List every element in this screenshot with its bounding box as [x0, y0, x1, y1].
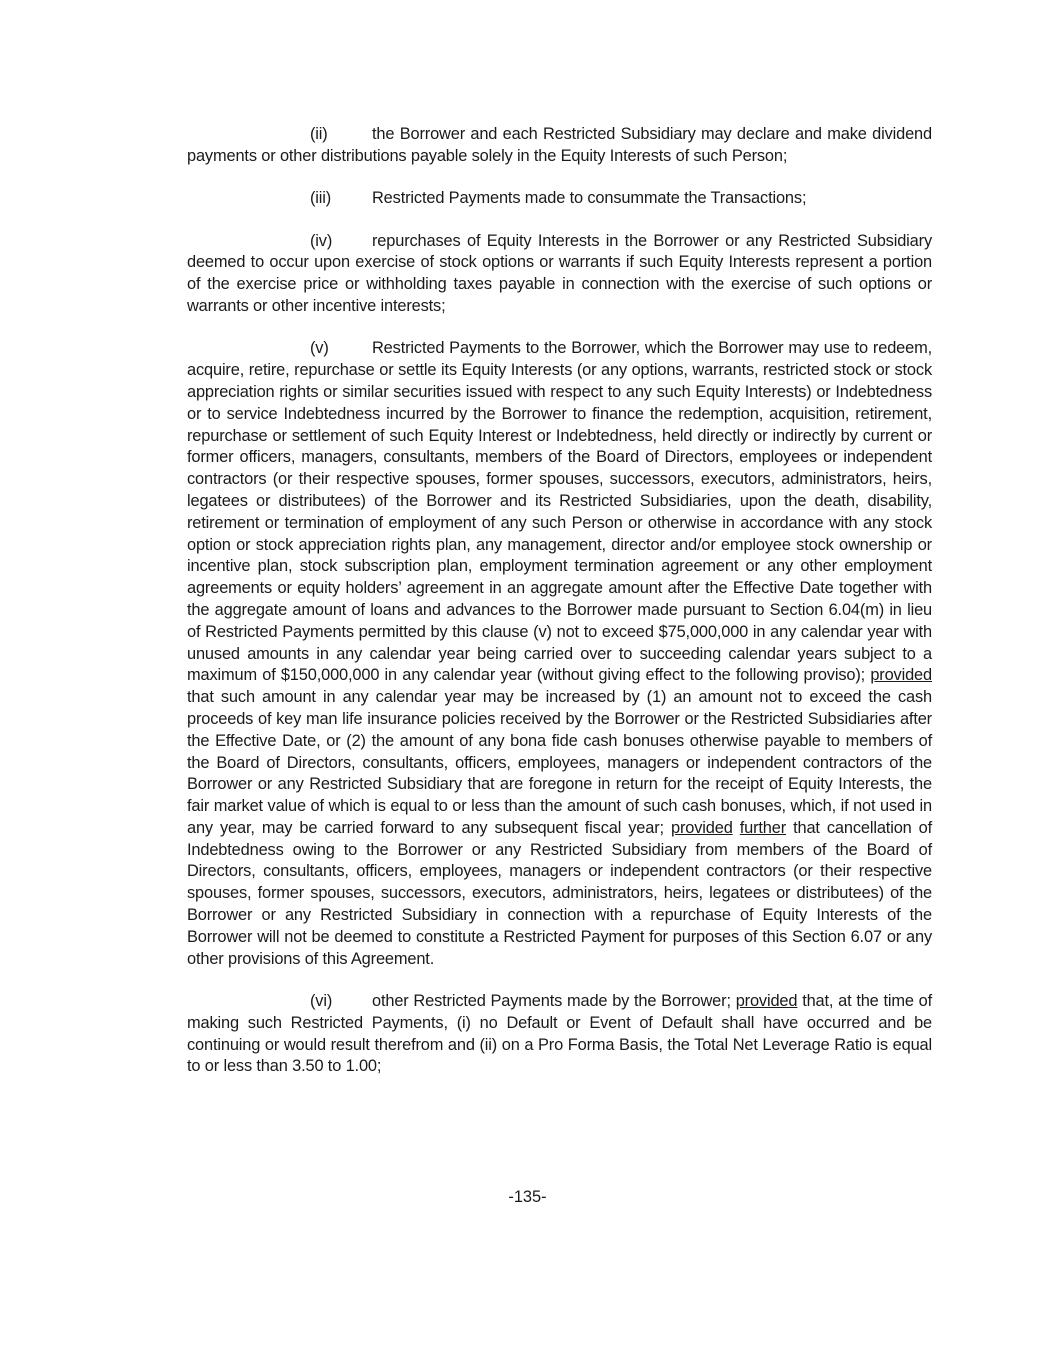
provided-term: provided [735, 992, 798, 1011]
paragraph-text: the Borrower and each Restricted Subsidiary may declare and make dividend payments or other distributions payable solely in the Equity Interests of such Person; [187, 125, 932, 165]
paragraph-v [187, 338, 932, 970]
paragraph-iii [187, 188, 932, 210]
paragraph-text: that, at the time of making such Restricted Payments, (i) no Default or Event of Default shall have occurred and be continuing or would result therefrom and (ii) on a Pro Forma Basis, the Total Net Leverage Ratio is equal to or less than 3.50 to 1.00; [187, 992, 933, 1076]
page-number: -135- [508, 1188, 547, 1206]
paragraph-number: (iii) [310, 189, 332, 208]
paragraph-text: Restricted Payments made to consummate the Transactions; [372, 189, 807, 208]
paragraph-text: that cancellation of Indebtedness owing to the Borrower or any Restricted Subsidiary from members of the Board of Directors, consultants, officers, employees, managers or independent contractors (or their respective spouses, former spouses, successors, executors, administrators, heirs, legatees or distributees) of the Borrower or any Restricted Subsidiary in connection with a repurchase of Equity Interests of the Borrower will not be deemed to constitute a Restricted Payment for purposes of this Section 6.07 or any other provisions of this Agreement. [187, 818, 933, 968]
document-body [187, 124, 932, 1099]
paragraph-text: that such amount in any calendar year may be increased by (1) an amount not to exceed the cash proceeds of key man life insurance policies received by the Borrower or the Restricted Subsidiaries after the Effective Date, or (2) the amount of any bona fide cash bonuses otherwise payable to members of the Board of Directors, consultants, officers, employees, managers or independent contractors of the Borrower or any Restricted Subsidiary that are foregone in return for the receipt of Equity Interests, the fair market value of which is equal to or less than the amount of such cash bonuses, which, if not used in any year, may be carried forward to any subsequent fiscal year; [187, 688, 932, 837]
further-term: further [739, 818, 787, 837]
paragraph-vi [187, 991, 932, 1078]
paragraph-number: (vi) [310, 992, 333, 1011]
paragraph-iv [187, 231, 932, 318]
paragraph-text: repurchases of Equity Interests in the Borrower or any Restricted Subsidiary deemed to occur upon exercise of stock options or warrants if such Equity Interests represent a portion of the exercise price or withholding taxes payable in connection with the exercise of such options or warrants or other incentive interests; [187, 231, 932, 315]
paragraph-number: (ii) [310, 125, 328, 143]
paragraph-ii [187, 124, 932, 168]
provided-term: provided [670, 818, 733, 837]
paragraph-text: Restricted Payments to the Borrower, which the Borrower may use to redeem, acquire, retire, repurchase or settle its Equity Interests (or any options, warrants, restricted stock or stock appreciation rights or similar securities issued with respect to any such Equity Interests) or Indebtedness or to service Indebtedness incurred by the Borrower to finance the redemption, acquisition, retirement, repurchase or settlement of such Equity Interest or Indebtedness, held directly or indirectly by current or former officers, managers, consultants, members of the Board of Directors, employees or independent contractors (or their respective spouses, former spouses, successors, executors, administrators, heirs, legatees or distributees) of the Borrower and its Restricted Subsidiaries, upon the death, disability, retirement or termination of employment of any such Person or otherwise in accordance with any stock option or stock appreciation rights plan, any management, director and/or employee stock ownership or incentive plan, stock subscription plan, employment termination agreement or any other employment agreements or equity holders’ agreement in an aggregate amount after the Effective Date together with the aggregate amount of loans and advances to the Borrower made pursuant to Section 6.04(m) in lieu of Restricted Payments permitted by this clause (v) not to exceed $75,000,000 in any calendar year with unused amounts in any calendar year being carried over to succeeding calendar years subject to a maximum of $150,000,000 in any calendar year (without giving effect to the following proviso); [187, 339, 932, 685]
paragraph-number: (v) [310, 339, 329, 358]
paragraph-text: other Restricted Payments made by the Borrower; [372, 992, 731, 1011]
provided-term: provided [870, 666, 932, 685]
paragraph-number: (iv) [310, 231, 333, 250]
